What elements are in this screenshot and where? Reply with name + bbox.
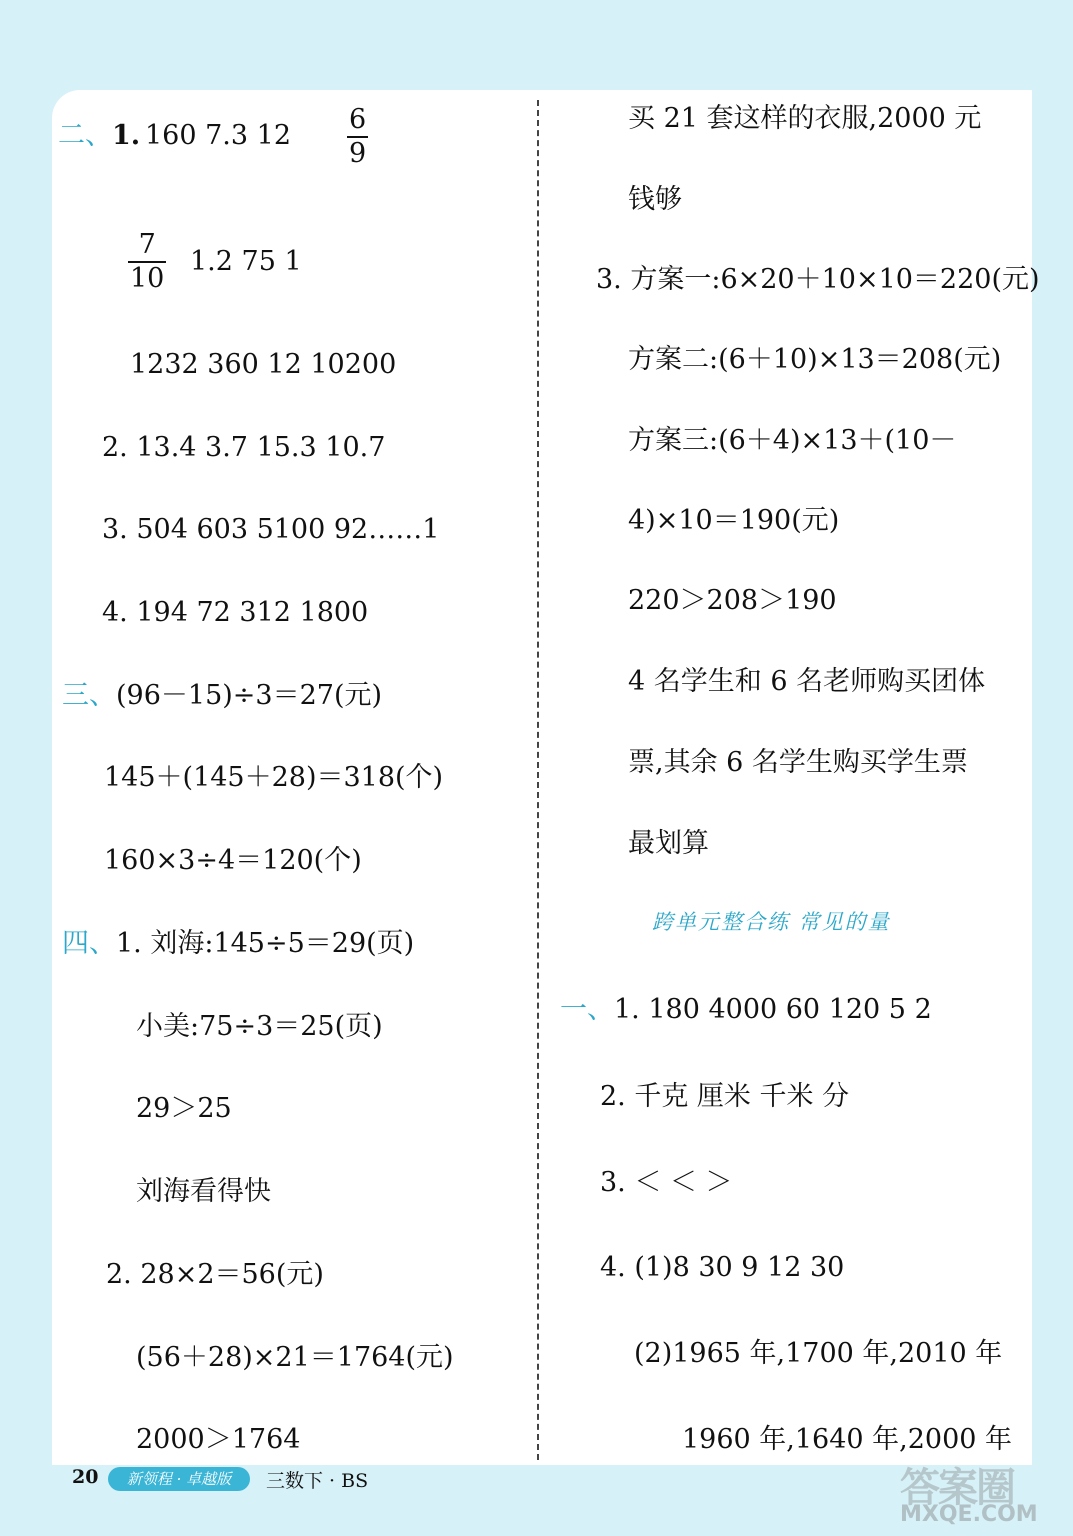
answer-line: 29＞25 <box>136 1093 232 1124</box>
answer-line: 4 名学生和 6 名老师购买团体 <box>628 666 986 697</box>
section-two-heading: 二、1. <box>58 120 141 151</box>
watermark-logo: 答案圈 <box>900 1465 1014 1511</box>
fraction: $\frac{6}{9}$ <box>349 104 367 169</box>
answer-line: 2. 28×2＝56(元) <box>106 1259 324 1290</box>
answer-line: 买 21 套这样的衣服,2000 元 <box>628 103 982 134</box>
answer-line: 4. (1)8 30 9 12 30 <box>600 1252 845 1283</box>
series-badge: 新领程 · 卓越版 <box>108 1467 250 1491</box>
answer-line: 1.2 75 1 <box>190 246 302 277</box>
answer-line: 最划算 <box>628 828 709 859</box>
answer-line: 4. 194 72 312 1800 <box>102 597 369 628</box>
answer-line: 钱够 <box>628 184 682 215</box>
page-number: 20 <box>72 1466 99 1488</box>
answer-line: 2. 千克 厘米 千米 分 <box>600 1081 850 1112</box>
answer-line: 1232 360 12 10200 <box>130 349 397 380</box>
answer-line: 方案三:(6＋4)×13＋(10－ <box>628 425 957 456</box>
answer-line: 2000＞1764 <box>136 1424 301 1455</box>
answer-line: (2)1965 年,1700 年,2010 年 <box>634 1338 1003 1369</box>
fraction: $\frac{7}{10}$ <box>130 229 165 294</box>
section-number: 三、 <box>62 680 116 711</box>
answer-line: 160×3÷4＝120(个) <box>104 845 362 876</box>
answer-line: 2. 13.4 3.7 15.3 10.7 <box>102 432 386 463</box>
section-four-line: 四、1. 刘海:145÷5＝29(页) <box>62 928 415 959</box>
book-label: 三数下 · BS <box>266 1470 369 1492</box>
answer-line: 3. 方案一:6×20＋10×10＝220(元) <box>596 264 1040 295</box>
section-number: 四、 <box>62 928 116 959</box>
answer-line: 145＋(145＋28)＝318(个) <box>104 762 444 793</box>
answer-line: 4)×10＝190(元) <box>628 505 840 536</box>
section-number: 二、 <box>58 120 112 151</box>
section-number: 一、 <box>560 994 614 1025</box>
answer-line: 方案二:(6＋10)×13＝208(元) <box>628 344 1002 375</box>
unit-subtitle: 跨单元整合练 常见的量 <box>652 910 891 934</box>
answer-line: 小美:75÷3＝25(页) <box>136 1011 383 1042</box>
answer-line: 220＞208＞190 <box>628 585 837 616</box>
answer-line: 3. 504 603 5100 92……1 <box>102 514 440 545</box>
column-divider <box>537 100 539 1460</box>
answer-line: 3. ＜ ＜ ＞ <box>600 1167 733 1198</box>
answer-line: 1960 年,1640 年,2000 年 <box>682 1424 1013 1455</box>
section-one-line: 一、1. 180 4000 60 120 5 2 <box>560 994 932 1025</box>
answer-line: (56＋28)×21＝1764(元) <box>136 1342 454 1373</box>
answer-line: 160 7.3 12 <box>145 120 291 151</box>
watermark-url: MXQE.COM <box>900 1502 1038 1527</box>
answer-line: 票,其余 6 名学生购买学生票 <box>628 747 968 778</box>
answer-line: 刘海看得快 <box>136 1176 271 1207</box>
section-three-line: 三、(96－15)÷3＝27(元) <box>62 680 383 711</box>
